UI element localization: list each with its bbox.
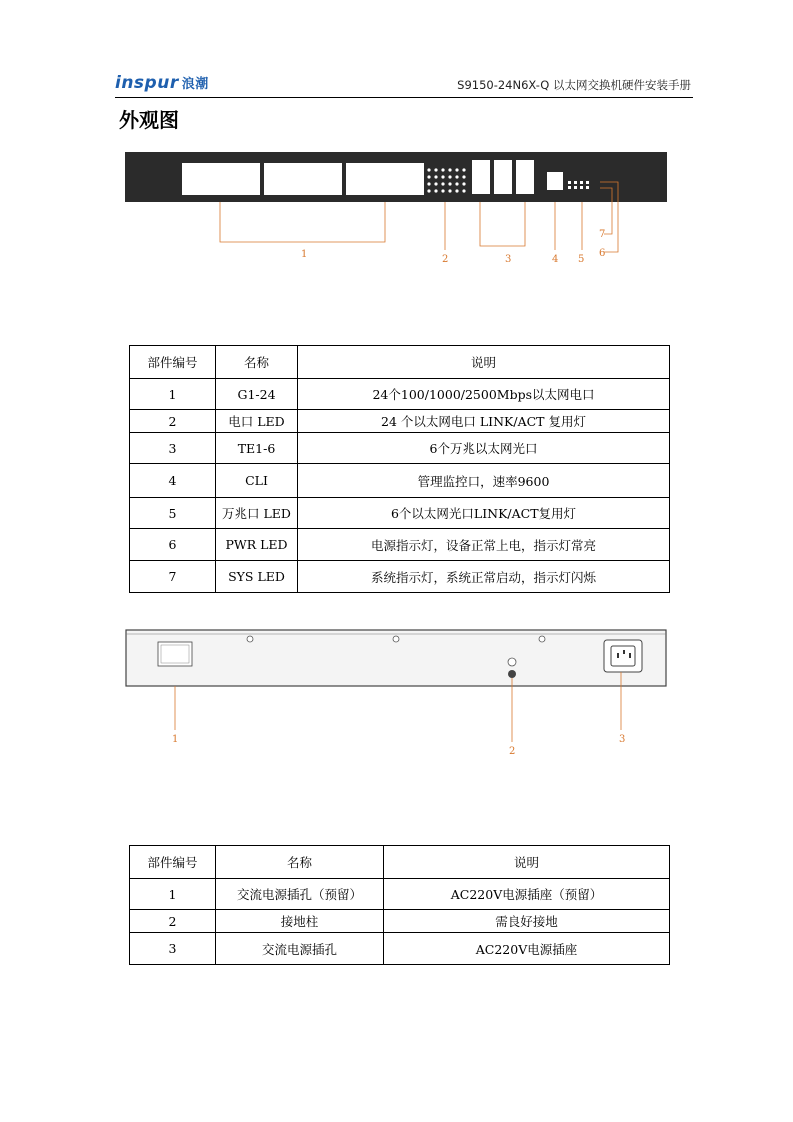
port-block-1 — [182, 163, 260, 195]
te-port-3 — [516, 160, 534, 194]
table-cell: 万兆口 LED — [216, 498, 298, 529]
rear-callout-3: 3 — [619, 734, 626, 745]
header-divider — [115, 97, 693, 98]
front-callout-2: 2 — [442, 254, 449, 265]
table-cell: 6 — [130, 529, 216, 561]
table-cell: 接地柱 — [216, 910, 384, 933]
front-callout-1: 1 — [301, 249, 308, 260]
table-header-row — [130, 846, 670, 879]
table-header-row — [130, 346, 670, 379]
table-header-cell: 部件编号 — [130, 846, 216, 879]
te-port-1 — [472, 160, 490, 194]
table-cell: AC220V电源插座（预留） — [384, 879, 670, 910]
front-panel-figure — [120, 148, 672, 268]
table-cell: 1 — [130, 379, 216, 410]
front-callout-6: 6 — [599, 248, 606, 259]
front-parts-table — [129, 345, 670, 593]
front-callout-4: 4 — [552, 254, 559, 265]
rear-parts-table — [129, 845, 670, 965]
table-row — [130, 498, 670, 529]
table-header-cell: 说明 — [298, 346, 670, 379]
table-cell: 7 — [130, 561, 216, 593]
table-cell: 2 — [130, 410, 216, 433]
table-cell: 3 — [130, 933, 216, 965]
table-cell: 系统指示灯，系统正常启动，指示灯闪烁 — [298, 561, 670, 593]
front-callout-5: 5 — [578, 254, 585, 265]
table-row — [130, 910, 670, 933]
front-callout-7: 7 — [599, 229, 606, 240]
table-cell: 电口 LED — [216, 410, 298, 433]
table-row — [130, 933, 670, 965]
table-cell: TE1-6 — [216, 433, 298, 464]
cli-port — [547, 172, 563, 190]
table-cell: SYS LED — [216, 561, 298, 593]
table-row — [130, 561, 670, 593]
table-row — [130, 379, 670, 410]
ground-screw — [508, 670, 516, 678]
port-block-2 — [264, 163, 342, 195]
table-header-cell: 名称 — [216, 846, 384, 879]
inspur-logo — [115, 73, 209, 93]
table-cell: 电源指示灯，设备正常上电，指示灯常亮 — [298, 529, 670, 561]
te-port-2 — [494, 160, 512, 194]
table-cell: PWR LED — [216, 529, 298, 561]
table-cell: AC220V电源插座 — [384, 933, 670, 965]
logo-cn: 浪潮 — [181, 77, 209, 92]
table-row — [130, 464, 670, 498]
table-cell: 6个万兆以太网光口 — [298, 433, 670, 464]
table-cell: 4 — [130, 464, 216, 498]
table-row — [130, 433, 670, 464]
table-cell: 6个以太网光口LINK/ACT复用灯 — [298, 498, 670, 529]
rear-callout-1: 1 — [172, 734, 179, 745]
document-title: S9150-24N6X-Q 以太网交换机硬件安装手册 — [457, 78, 691, 92]
section-title: 外观图 — [119, 108, 179, 132]
table-cell: 5 — [130, 498, 216, 529]
table-cell: 管理监控口，速率9600 — [298, 464, 670, 498]
table-row — [130, 879, 670, 910]
port-block-3 — [346, 163, 424, 195]
table-cell: 交流电源插孔 — [216, 933, 384, 965]
reserved-power-socket — [158, 642, 192, 666]
table-cell: 需良好接地 — [384, 910, 670, 933]
rear-panel-figure — [120, 622, 672, 752]
table-row — [130, 529, 670, 561]
table-cell: CLI — [216, 464, 298, 498]
table-row — [130, 410, 670, 433]
front-callout-3: 3 — [505, 254, 512, 265]
table-cell: 24 个以太网电口 LINK/ACT 复用灯 — [298, 410, 670, 433]
table-cell: G1-24 — [216, 379, 298, 410]
table-header-cell: 说明 — [384, 846, 670, 879]
ac-power-socket — [604, 640, 642, 672]
ground-post — [508, 658, 516, 666]
table-cell: 24个100/1000/2500Mbps以太网电口 — [298, 379, 670, 410]
table-cell: 2 — [130, 910, 216, 933]
table-header-cell: 名称 — [216, 346, 298, 379]
table-header-cell: 部件编号 — [130, 346, 216, 379]
rear-callout-2: 2 — [509, 746, 516, 757]
table-cell: 1 — [130, 879, 216, 910]
logo-text: inspur — [115, 73, 179, 93]
table-cell: 3 — [130, 433, 216, 464]
table-cell: 交流电源插孔（预留） — [216, 879, 384, 910]
